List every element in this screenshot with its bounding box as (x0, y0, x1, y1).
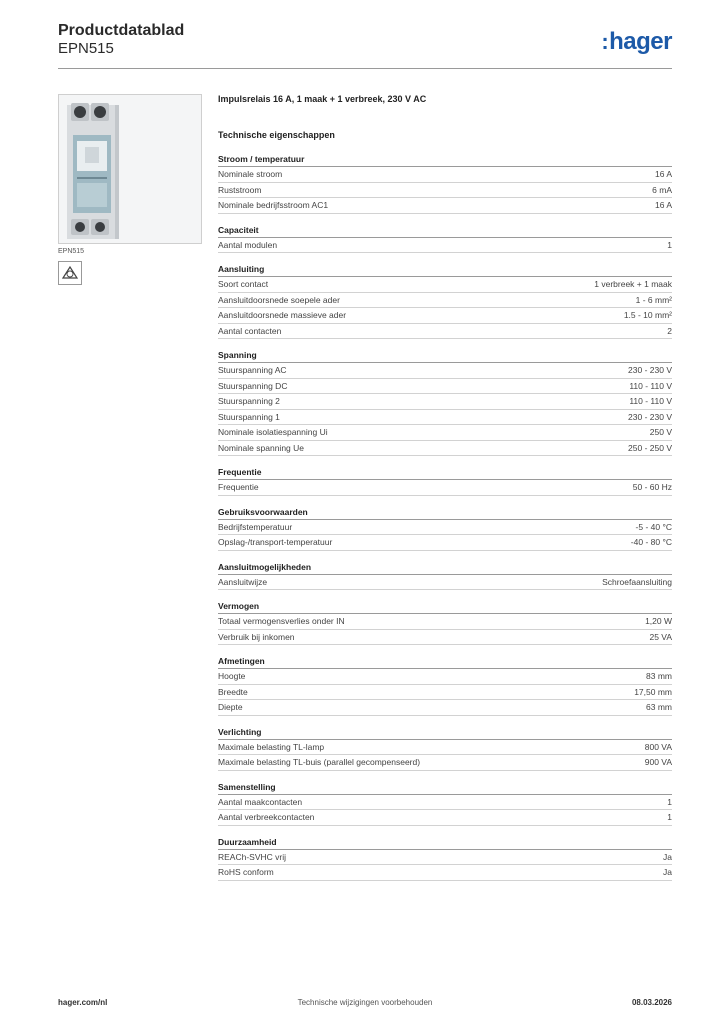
spec-label: Frequentie (218, 482, 259, 492)
spec-value: 25 VA (649, 631, 672, 642)
spec-section (218, 781, 672, 826)
spec-label: Aansluitwijze (218, 576, 268, 587)
spec-row (218, 293, 672, 309)
spec-row (218, 669, 672, 685)
spec-value: 800 VA (644, 741, 672, 752)
spec-section (218, 506, 672, 551)
spec-label: Nominale spanning Ue (218, 442, 304, 453)
spec-label: Maximale belasting TL-buis (parallel gecompenseerd) (218, 757, 421, 767)
section-title: Vermogen (218, 600, 672, 614)
spec-label: REACh-SVHC vrij (218, 851, 287, 862)
spec-value: 1 verbreek + 1 maak (594, 279, 672, 289)
spec-label: Nominale bedrijfsstroom AC1 (218, 200, 329, 210)
spec-row (218, 810, 672, 826)
section-title: Duurzaamheid (218, 836, 672, 850)
document-date: 08.03.2026 (631, 998, 672, 1007)
section-title: Stroom / temperatuur (218, 153, 672, 167)
section-title: Spanning (218, 349, 672, 363)
website-link[interactable]: hager.com/nl (58, 998, 108, 1007)
spec-value: Ja (663, 867, 672, 877)
spec-row (218, 614, 672, 630)
spec-label: Breedte (218, 686, 248, 697)
spec-value: 50 - 60 Hz (632, 482, 672, 492)
spec-label: Stuurspanning DC (218, 380, 288, 391)
spec-label: Stuurspanning 2 (218, 396, 280, 406)
spec-value: -40 - 80 °C (630, 537, 672, 547)
product-specifications (218, 94, 672, 881)
spec-section (218, 655, 672, 716)
spec-value: 1 - 6 mm² (635, 294, 672, 305)
spec-section (218, 349, 672, 456)
spec-row (218, 630, 672, 646)
spec-label: Verbruik bij inkomen (218, 631, 295, 642)
spec-row (218, 865, 672, 881)
spec-row (218, 535, 672, 551)
spec-value: 16 A (654, 200, 672, 210)
spec-label: Aantal verbreekcontacten (218, 812, 315, 822)
spec-section (218, 224, 672, 254)
section-title: Verlichting (218, 726, 672, 740)
spec-row (218, 575, 672, 591)
spec-value: 83 mm (646, 671, 672, 681)
product-code-title: EPN515 (58, 40, 114, 57)
spec-label: Maximale belasting TL-lamp (218, 741, 325, 752)
spec-row (218, 740, 672, 756)
spec-value: 230 - 230 V (628, 365, 672, 375)
spec-row (218, 441, 672, 457)
spec-section (218, 726, 672, 771)
spec-label: Aantal maakcontacten (218, 796, 303, 807)
document-title: Productdatablad (58, 22, 185, 39)
spec-value: 1,20 W (645, 616, 672, 626)
spec-section (218, 263, 672, 339)
spec-label: Opslag-/transport-temperatuur (218, 537, 333, 547)
section-title: Aansluiting (218, 263, 672, 277)
spec-section (218, 466, 672, 496)
spec-value: 900 VA (644, 757, 672, 767)
product-description: Impulsrelais 16 A, 1 maak + 1 verbreek, 230 V AC (218, 94, 427, 104)
disclaimer: Technische wijzigingen voorbehouden (297, 998, 433, 1007)
hager-logo[interactable] (601, 28, 672, 56)
product-sidebar (58, 94, 202, 285)
technical-properties-title: Technische eigenschappen (218, 130, 335, 140)
spec-row (218, 238, 672, 254)
spec-value: 250 - 250 V (628, 442, 672, 453)
page-header (58, 22, 672, 70)
spec-label: Stuurspanning 1 (218, 411, 280, 422)
spec-value: 17,50 mm (634, 686, 672, 697)
section-title: Aansluitmogelijkheden (218, 561, 672, 575)
spec-row (218, 167, 672, 183)
spec-label: Aantal contacten (218, 325, 282, 336)
spec-label: Ruststroom (218, 184, 262, 195)
spec-label: RoHS conform (218, 867, 274, 877)
spec-value: 1 (667, 239, 672, 250)
spec-row (218, 379, 672, 395)
spec-row (218, 850, 672, 866)
header-divider (58, 68, 672, 69)
spec-value: 250 V (649, 427, 672, 437)
spec-label: Aantal modulen (218, 239, 278, 250)
spec-value: 6 mA (652, 184, 672, 195)
spec-value: 63 mm (646, 702, 672, 712)
spec-row (218, 425, 672, 441)
page-footer (58, 998, 672, 1012)
product-image (58, 94, 202, 244)
spec-row (218, 183, 672, 199)
spec-label: Nominale isolatiespanning Ui (218, 427, 328, 437)
spec-row (218, 308, 672, 324)
section-title: Capaciteit (218, 224, 672, 238)
spec-row (218, 795, 672, 811)
spec-section (218, 561, 672, 591)
certification-box (58, 261, 82, 285)
spec-value: 230 - 230 V (628, 411, 672, 422)
section-title: Afmetingen (218, 655, 672, 669)
certification-mark-icon (59, 262, 81, 284)
spec-row (218, 700, 672, 716)
spec-value: Schroefaansluiting (602, 576, 672, 587)
spec-row (218, 394, 672, 410)
spec-label: Nominale stroom (218, 169, 283, 179)
logo-text: hager (609, 28, 672, 55)
spec-row (218, 198, 672, 214)
section-title: Frequentie (218, 466, 672, 480)
spec-row (218, 363, 672, 379)
spec-section (218, 836, 672, 881)
spec-label: Bedrijfstemperatuur (218, 521, 293, 532)
spec-value: 2 (667, 325, 672, 336)
spec-row (218, 410, 672, 426)
spec-label: Aansluitdoorsnede soepele ader (218, 294, 340, 305)
spec-label: Aansluitdoorsnede massieve ader (218, 310, 347, 320)
spec-sections (218, 153, 672, 881)
spec-value: 110 - 110 V (629, 396, 672, 406)
spec-value: 110 - 110 V (629, 380, 672, 391)
spec-row (218, 277, 672, 293)
spec-value: 1 (667, 796, 672, 807)
section-title: Gebruiksvoorwaarden (218, 506, 672, 520)
spec-row (218, 685, 672, 701)
spec-value: Ja (663, 851, 672, 862)
spec-label: Totaal vermogensverlies onder IN (218, 616, 345, 626)
spec-section (218, 600, 672, 645)
spec-value: -5 - 40 °C (635, 521, 672, 532)
spec-row (218, 520, 672, 536)
spec-row (218, 480, 672, 496)
section-title: Samenstelling (218, 781, 672, 795)
spec-value: 1 (667, 812, 672, 822)
din-rail-relay-icon (59, 95, 201, 243)
spec-label: Diepte (218, 702, 243, 712)
spec-label: Soort contact (218, 279, 269, 289)
spec-row (218, 755, 672, 771)
spec-value: 1.5 - 10 mm² (623, 310, 672, 320)
spec-label: Hoogte (218, 671, 246, 681)
spec-value: 16 A (654, 169, 672, 179)
logo-mark-icon: : (601, 29, 609, 54)
spec-row (218, 324, 672, 340)
image-caption: EPN515 (58, 248, 85, 255)
spec-label: Stuurspanning AC (218, 365, 287, 375)
spec-section (218, 153, 672, 214)
